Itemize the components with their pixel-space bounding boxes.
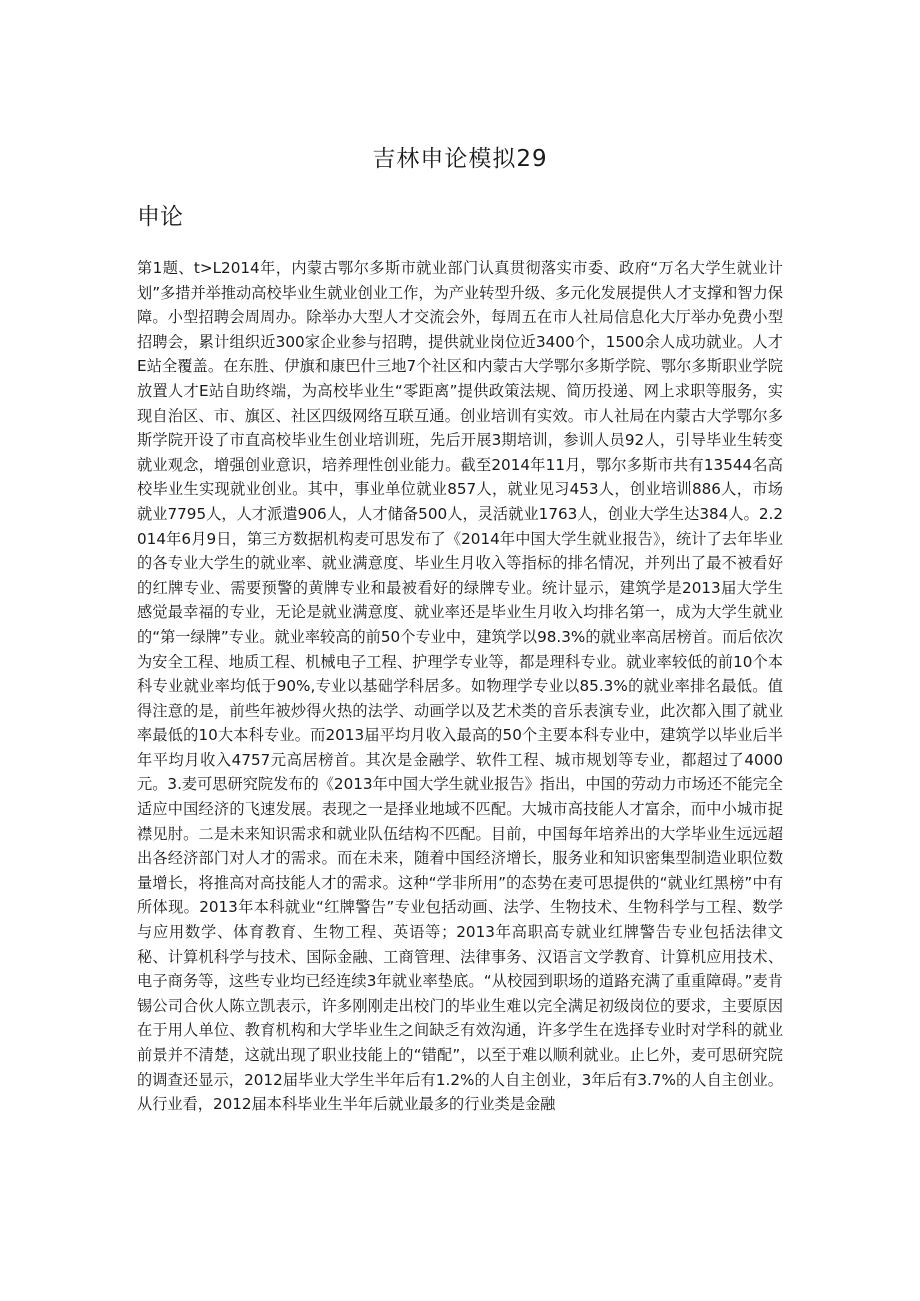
question-body-text: 第1题、t>L2014年，内蒙古鄂尔多斯市就业部门认真贯彻落实市委、政府“万名大学生就业计划”多措并举推动高校毕业生就业创业工作，为产业转型升级、多元化发展提供人才支撑和智力保障。小型招聘会周周办。除举办大型人才交流会外，每周五在市人社局信息化大厅举办免费小型招聘会，累计组织近300家企业参与招聘，提供就业岗位近3400个，1500余人成功就业。人才E站全覆盖。在东胜、伊旗和康巴什三地7个社区和内蒙古大学鄂尔多斯学院、鄂尔多斯职业学院放置人才E站自助终端，为高校毕业生“零距离”提供政策法规、简历投递、网上求职等服务，实现自治区、市、旗区、社区四级网络互联互通。创业培训有实效。市人社局在内蒙古大学鄂尔多斯学院开设了市直高校毕业生创业培训班，先后开展3期培训，参训人员92人，引导毕业生转变就业观念，增强创业意识，培养理性创业能力。截至2014年11月，鄂尔多斯市共有13544名高校毕业生实现就业创业。其中，事业单位就业857人，就业见习453人，创业培训886人，市场就业7795人，人才派遣906人，人才储备500人，灵活就业1763人，创业大学生达384人。2.2014年6月9日，第三方数据机构麦可思发布了《2014年中国大学生就业报告》，统计了去年毕业的各专业大学生的就业率、就业满意度、毕业生月收入等指标的排名情况，并列出了最不被看好的红牌专业、需要预警的黄牌专业和最被看好的绿牌专业。统计显示，建筑学是2013届大学生感觉最幸福的专业，无论是就业满意度、就业率还是毕业生月收入均排名第一，成为大学生就业的“第一绿牌”专业。就业率较高的前50个专业中，建筑学以98.3%的就业率高居榜首。而后依次为安全工程、地质工程、机械电子工程、护理学专业等，都是理科专业。就业率较低的前10个本科专业就业率均低于90%,专业以基础学科居多。如物理学专业以85.3%的就业率排名最低。值得注意的是，前些年被炒得火热的法学、动画学以及艺术类的音乐表演专业，此次都入围了就业率最低的10大本科专业。而2013届平均月收入最高的50个主要本科专业中，建筑学以毕业后半年平均月收入4757元高居榜首。其次是金融学、软件工程、城市规划等专业，都超过了4000元。3.麦可思研究院发布的《2013年中国大学生就业报告》指出，中国的劳动力市场还不能完全适应中国经济的飞速发展。表现之一是择业地域不匹配。大城市高技能人才富余，而中小城市捉襟见肘。二是未来知识需求和就业队伍结构不匹配。目前，中国每年培养出的大学毕业生远远超出各经济部门对人才的需求。而在未来，随着中国经济增长，服务业和知识密集型制造业职位数量增长，将推高对高技能人才的需求。这种“学非所用”的态势在麦可思提供的“就业红黑榜”中有所体现。2013年本科就业“红牌警告”专业包括动画、法学、生物技术、生物科学与工程、数学与应用数学、体育教育、生物工程、英语等；2013年高职高专就业红牌警告专业包括法律文秘、计算机科学与技术、国际金融、工商管理、法律事务、汉语言文学教育、计算机应用技术、电子商务等，这些专业均已经连续3年就业率垫底。“从校园到职场的道路充满了重重障碍。”麦肯锡公司合伙人陈立凯表示，许多刚刚走出校门的毕业生难以完全满足初级岗位的要求，主要原因在于用人单位、教育机构和大学毕业生之间缺乏有效沟通，许多学生在选择专业时对学科的就业前景并不清楚，这就出现了职业技能上的“错配”，以至于难以顺利就业。止匕外，麦可思研究院的调查还显示，2012届毕业大学生半年后有1.2%的人自主创业，3年后有3.7%的人自主创业。从行业看，2012届本科毕业生半年后就业最多的行业类是金融 bbox=[137, 259, 783, 1114]
section-heading: 申论 bbox=[137, 204, 183, 230]
document-title: 吉林申论模拟29 bbox=[372, 146, 548, 172]
